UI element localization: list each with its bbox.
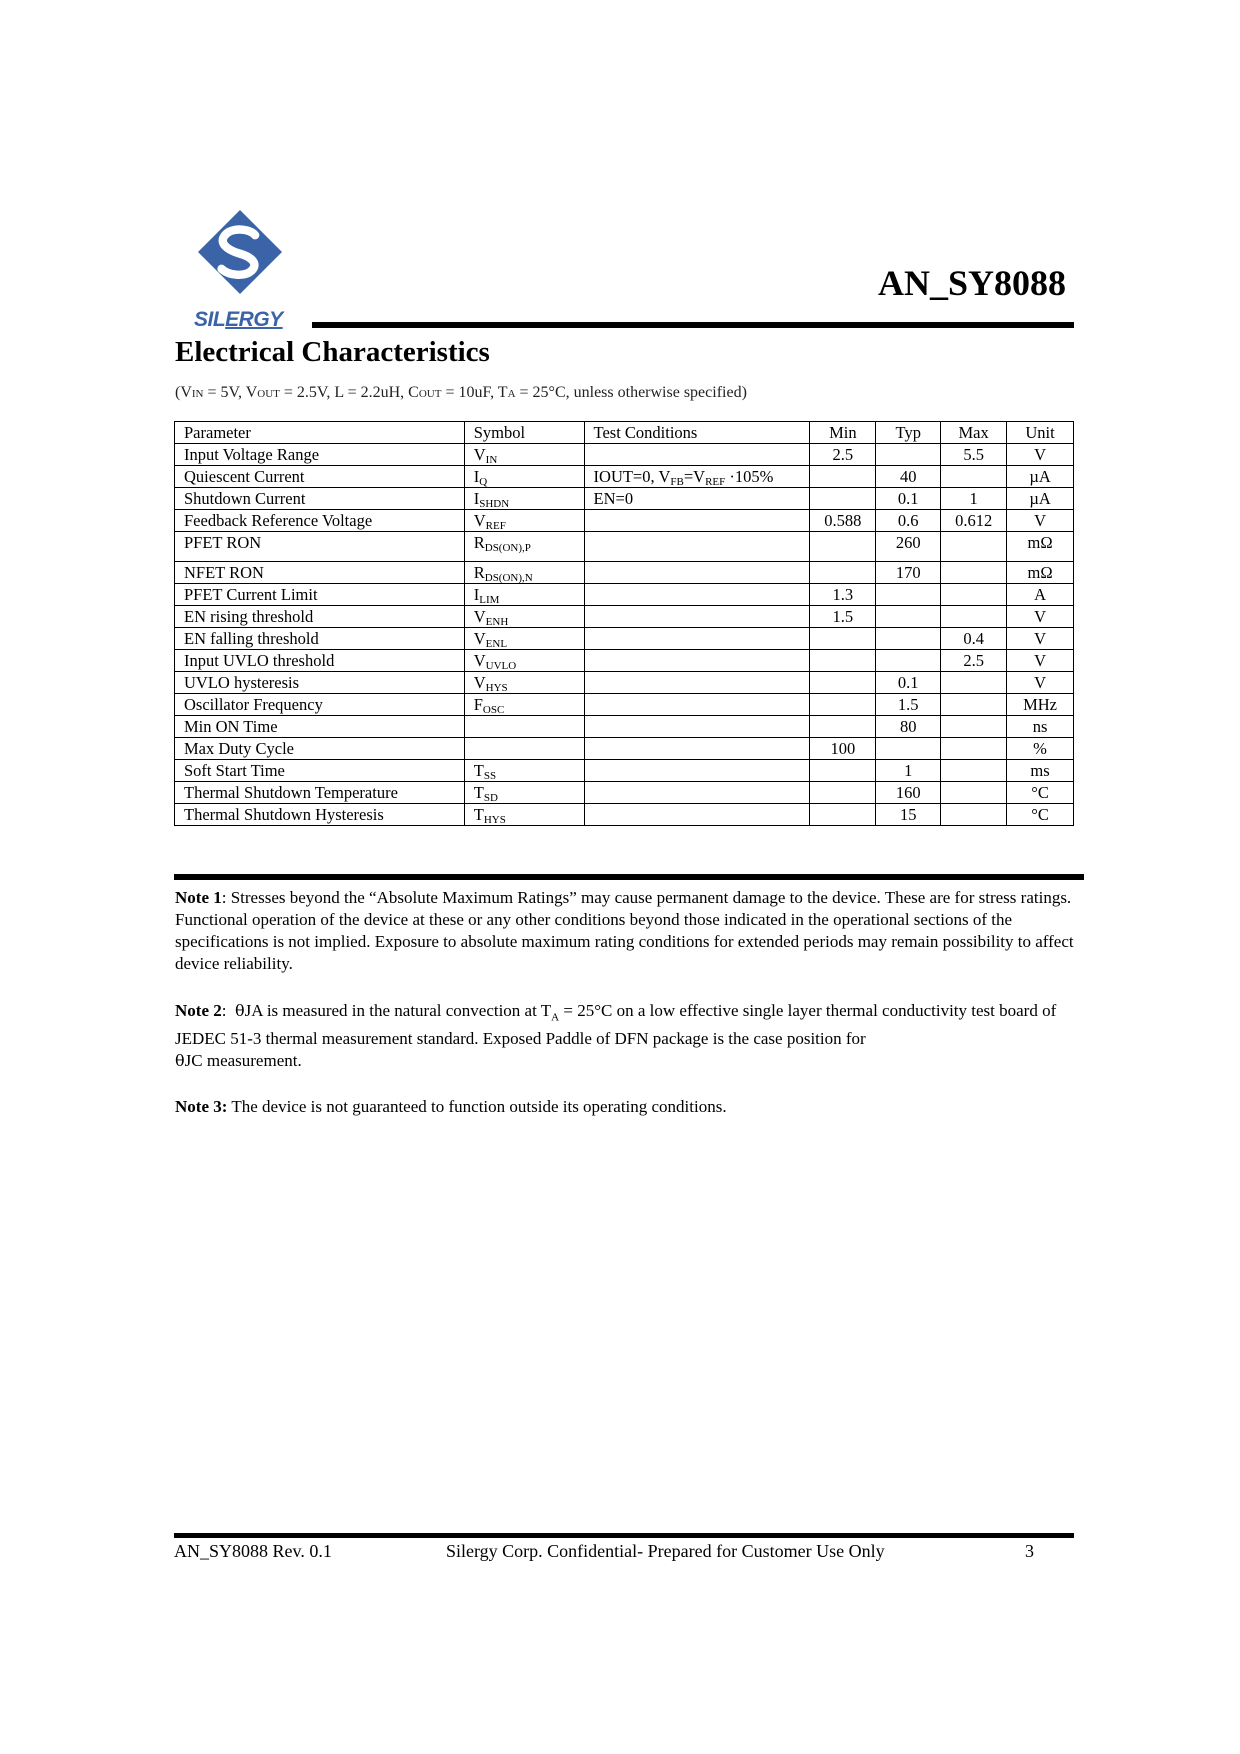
table-row <box>175 738 1074 760</box>
silergy-logo <box>190 208 290 333</box>
cell-min: 1.5 <box>810 606 876 628</box>
cell-test-conditions <box>584 694 810 716</box>
cell-test-conditions <box>584 510 810 532</box>
cell-typ: 40 <box>876 466 941 488</box>
cell-typ: 80 <box>876 716 941 738</box>
cell-test-conditions: IOUT=0, $V_{FB}=V_{REF} \cdot 105\%$ <box>584 466 810 488</box>
table-row <box>175 804 1074 826</box>
table-row <box>175 628 1074 650</box>
cell-typ <box>876 650 941 672</box>
cell-typ: 160 <box>876 782 941 804</box>
table-row <box>175 584 1074 606</box>
cell-parameter: Min ON Time <box>175 716 465 738</box>
cell-max <box>941 606 1007 628</box>
cell-min <box>810 562 876 584</box>
cell-symbol <box>464 716 584 738</box>
cell-max <box>941 466 1007 488</box>
table-row <box>175 782 1074 804</box>
cell-typ: 170 <box>876 562 941 584</box>
cell-min: 2.5 <box>810 444 876 466</box>
cell-unit: V <box>1007 510 1074 532</box>
cell-min <box>810 782 876 804</box>
table-row <box>175 716 1074 738</box>
header-parameter: Parameter <box>175 422 465 444</box>
cell-max <box>941 562 1007 584</box>
cell-test-conditions: EN=0 <box>584 488 810 510</box>
cell-symbol: $T_{SD}$ <box>464 782 584 804</box>
note-1: Note 1: Stresses beyond the “Absolute Maximum Ratings” may cause permanent damage to the device. These are for stress ratings. Functional operation of the device at these or any other conditions beyond those indicated in the operational sections of the specifications is not implied. Exposure to absolute maximum rating conditions for extended periods may remain possibility to affect device reliability. <box>175 888 1074 973</box>
table-row <box>175 760 1074 782</box>
cell-min <box>810 760 876 782</box>
cell-unit: V <box>1007 650 1074 672</box>
cell-min: 100 <box>810 738 876 760</box>
cell-symbol: $F_{OSC}$ <box>464 694 584 716</box>
header-symbol: Symbol <box>464 422 584 444</box>
footer-doc-revision: AN_SY8088 Rev. 0.1 <box>174 1541 332 1561</box>
cell-parameter: PFET RON <box>175 532 465 562</box>
section-title: Electrical Characteristics <box>175 336 490 368</box>
page-number: 3 <box>1025 1541 1034 1561</box>
cell-symbol: $V_{ENH}$ <box>464 606 584 628</box>
cell-max <box>941 672 1007 694</box>
cell-min <box>810 716 876 738</box>
header-min: Min <box>810 422 876 444</box>
cell-symbol: $V_{ENL}$ <box>464 628 584 650</box>
cell-min <box>810 650 876 672</box>
cell-max: 5.5 <box>941 444 1007 466</box>
cell-typ <box>876 738 941 760</box>
cell-symbol: $V_{REF}$ <box>464 510 584 532</box>
cell-max: 0.4 <box>941 628 1007 650</box>
cell-test-conditions <box>584 782 810 804</box>
cell-typ <box>876 628 941 650</box>
cell-unit: % <box>1007 738 1074 760</box>
cell-max <box>941 532 1007 562</box>
table-row <box>175 532 1074 562</box>
cell-min <box>810 532 876 562</box>
cell-test-conditions <box>584 444 810 466</box>
table-row <box>175 606 1074 628</box>
cell-max: 1 <box>941 488 1007 510</box>
silergy-s-diamond-icon <box>198 210 282 294</box>
theta-symbol: θ <box>234 1001 245 1020</box>
cell-min <box>810 804 876 826</box>
cell-symbol: $T_{SS}$ <box>464 760 584 782</box>
note-3: Note 3: The device is not guaranteed to function outside its operating conditions. <box>175 1097 727 1116</box>
cell-parameter: Soft Start Time <box>175 760 465 782</box>
cell-typ: 0.1 <box>876 672 941 694</box>
cell-symbol: $I_{SHDN}$ <box>464 488 584 510</box>
cell-typ <box>876 606 941 628</box>
table-row <box>175 444 1074 466</box>
cell-unit: °C <box>1007 782 1074 804</box>
cell-unit: mΩ <box>1007 532 1074 562</box>
table-row <box>175 562 1074 584</box>
cell-test-conditions <box>584 804 810 826</box>
cell-unit: µA <box>1007 488 1074 510</box>
cell-unit: °C <box>1007 804 1074 826</box>
cell-typ: 260 <box>876 532 941 562</box>
cell-test-conditions <box>584 716 810 738</box>
table-row <box>175 510 1074 532</box>
electrical-characteristics-table <box>174 421 1074 826</box>
cell-unit: V <box>1007 628 1074 650</box>
cell-min: 0.588 <box>810 510 876 532</box>
cell-test-conditions <box>584 532 810 562</box>
footer-rule <box>174 1533 1074 1538</box>
theta-symbol: θ <box>175 1051 185 1071</box>
document-id: AN_SY8088 <box>877 263 1066 303</box>
table-header-row <box>175 422 1074 444</box>
cell-parameter: Shutdown Current <box>175 488 465 510</box>
cell-typ: 0.1 <box>876 488 941 510</box>
header-unit: Unit <box>1007 422 1074 444</box>
cell-min <box>810 488 876 510</box>
table-row <box>175 466 1074 488</box>
cell-test-conditions <box>584 650 810 672</box>
table-row <box>175 488 1074 510</box>
cell-parameter: Thermal Shutdown Hysteresis <box>175 804 465 826</box>
cell-max <box>941 738 1007 760</box>
cell-test-conditions <box>584 562 810 584</box>
cell-symbol: $R_{DS(ON),N}$ <box>464 562 584 584</box>
cell-parameter: Max Duty Cycle <box>175 738 465 760</box>
footer-confidential: Silergy Corp. Confidential- Prepared for Customer Use Only <box>446 1541 885 1561</box>
cell-min <box>810 628 876 650</box>
cell-test-conditions <box>584 584 810 606</box>
cell-parameter: Thermal Shutdown Temperature <box>175 782 465 804</box>
cell-min <box>810 694 876 716</box>
cell-unit: ns <box>1007 716 1074 738</box>
table-row <box>175 650 1074 672</box>
cell-test-conditions <box>584 672 810 694</box>
cell-unit: V <box>1007 444 1074 466</box>
cell-symbol: $T_{HYS}$ <box>464 804 584 826</box>
cell-parameter: Input Voltage Range <box>175 444 465 466</box>
header-typ: Typ <box>876 422 941 444</box>
cell-symbol: $V_{UVLO}$ <box>464 650 584 672</box>
cell-typ: 0.6 <box>876 510 941 532</box>
cell-parameter: Feedback Reference Voltage <box>175 510 465 532</box>
cell-unit: MHz <box>1007 694 1074 716</box>
cell-symbol: $R_{DS(ON),P}$ <box>464 532 584 562</box>
cell-unit: mΩ <box>1007 562 1074 584</box>
cell-parameter: Quiescent Current <box>175 466 465 488</box>
cell-test-conditions <box>584 760 810 782</box>
cell-min <box>810 672 876 694</box>
cell-max <box>941 694 1007 716</box>
cell-max <box>941 716 1007 738</box>
cell-symbol: $I_{LIM}$ <box>464 584 584 606</box>
cell-typ: 15 <box>876 804 941 826</box>
cell-min <box>810 466 876 488</box>
cell-typ <box>876 584 941 606</box>
cell-parameter: NFET RON <box>175 562 465 584</box>
cell-parameter: UVLO hysteresis <box>175 672 465 694</box>
cell-unit: µA <box>1007 466 1074 488</box>
section-rule <box>174 874 1084 880</box>
test-conditions-note: (VIN = 5V, VOUT = 2.5V, L = 2.2uH, COUT = 10uF, TA = 25°C, unless otherwise specified) <box>175 384 747 401</box>
cell-max <box>941 760 1007 782</box>
cell-parameter: Input UVLO threshold <box>175 650 465 672</box>
cell-symbol: $I_Q$ <box>464 466 584 488</box>
cell-max: 2.5 <box>941 650 1007 672</box>
cell-parameter: PFET Current Limit <box>175 584 465 606</box>
cell-max <box>941 782 1007 804</box>
cell-test-conditions <box>584 606 810 628</box>
cell-unit: A <box>1007 584 1074 606</box>
cell-test-conditions <box>584 738 810 760</box>
cell-unit: V <box>1007 672 1074 694</box>
cell-unit: V <box>1007 606 1074 628</box>
cell-typ <box>876 444 941 466</box>
cell-test-conditions <box>584 628 810 650</box>
cell-parameter: Oscillator Frequency <box>175 694 465 716</box>
header-test-conditions: Test Conditions <box>584 422 810 444</box>
note-2: Note 2: θJA is measured in the natural convection at $T_A = 25^\circ C$ on a low effective single layer thermal conductivity test board of JEDEC 51-3 thermal measurement standard. Exposed Paddle of DFN package is the case position for θJC measurement. <box>175 1001 1057 1071</box>
cell-parameter: EN rising threshold <box>175 606 465 628</box>
cell-max <box>941 584 1007 606</box>
table-row <box>175 672 1074 694</box>
cell-max: 0.612 <box>941 510 1007 532</box>
silergy-wordmark: SILERGY <box>194 308 283 331</box>
cell-typ: 1.5 <box>876 694 941 716</box>
table-row <box>175 694 1074 716</box>
cell-symbol: $V_{HYS}$ <box>464 672 584 694</box>
cell-symbol: $V_{IN}$ <box>464 444 584 466</box>
cell-typ: 1 <box>876 760 941 782</box>
header-max: Max <box>941 422 1007 444</box>
cell-unit: ms <box>1007 760 1074 782</box>
header-rule <box>312 322 1074 328</box>
cell-parameter: EN falling threshold <box>175 628 465 650</box>
cell-max <box>941 804 1007 826</box>
cell-min: 1.3 <box>810 584 876 606</box>
cell-symbol <box>464 738 584 760</box>
